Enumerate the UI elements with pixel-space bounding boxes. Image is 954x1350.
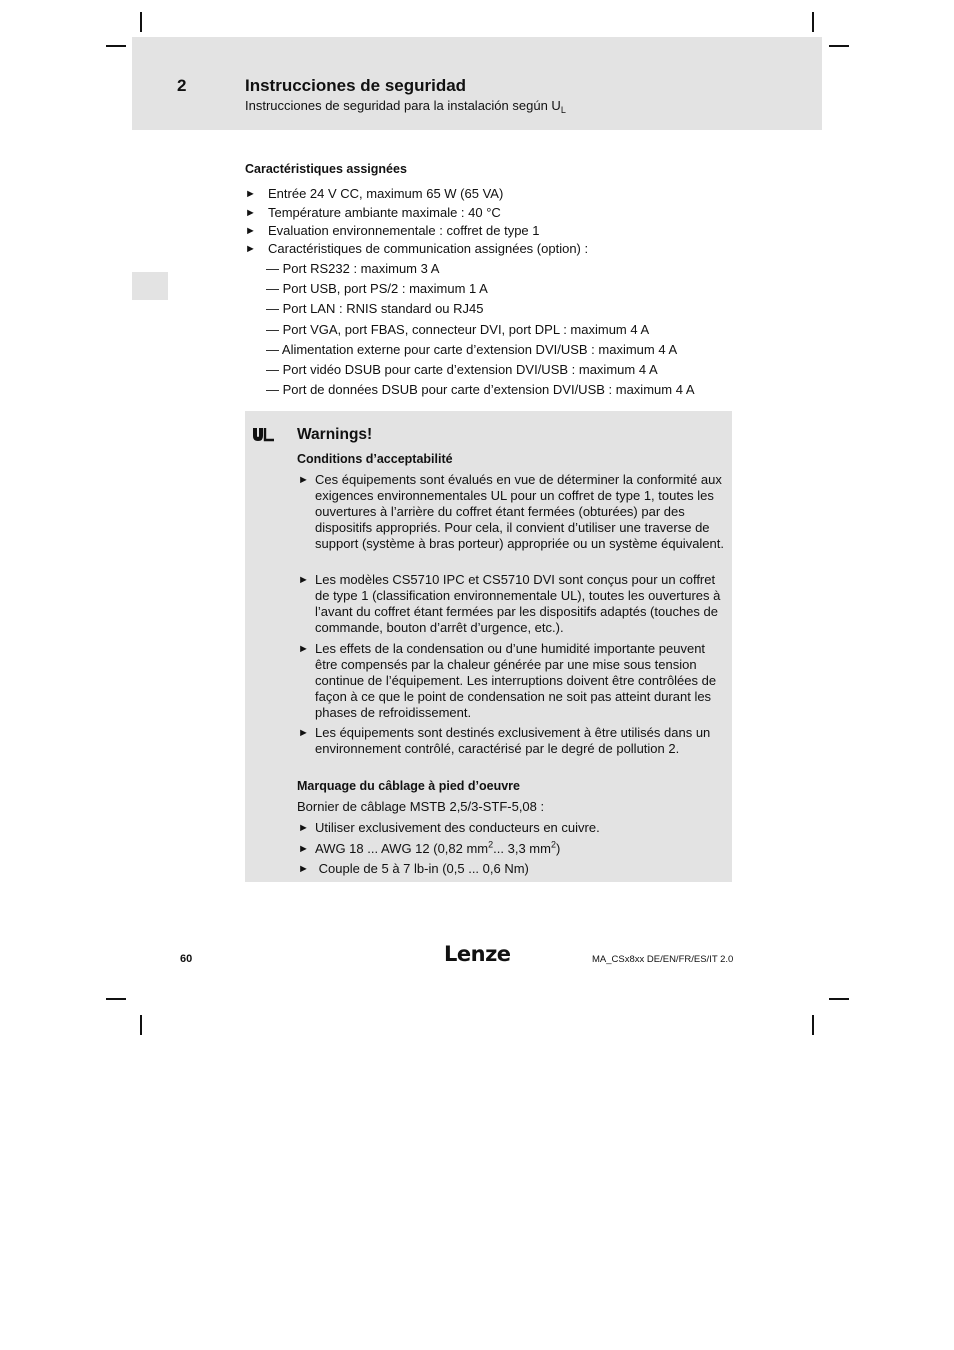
crop-mark	[829, 45, 849, 47]
port-item: — Port RS232 : maximum 3 A	[266, 261, 440, 276]
port-item-text: Port USB, port PS/2 : maximum 1 A	[282, 281, 488, 296]
list-item	[298, 572, 728, 636]
list-item-text: Evaluation environnementale : coffret de type 1	[268, 223, 540, 238]
list-item	[298, 641, 728, 721]
list-item-text: Ces équipements sont évalués en vue de déterminer la conformité aux exigences environnementales UL pour un coffret de type 1, toutes les ouvertures à l’arrière du coffret étant fermées (obturées) par des dispositifs appropriés. Pour cela, il convient d’utiliser une traverse de support (système à bras porteur) appropriée ou un système équivalent.	[315, 472, 724, 551]
bullet-arrow-icon: ►	[298, 643, 309, 655]
list-item-text: Les modèles CS5710 IPC et CS5710 DVI sont conçus pour un coffret de type 1 (classification environnementale UL), toutes les ouvertures à l’avant du coffret étant fermées par les dispositifs adaptés (touches de commande, bouton d’arrêt d’urgence, etc.).	[315, 572, 721, 635]
list-item-text: Caractéristiques de communication assignées (option) :	[268, 241, 589, 256]
list-item-text: Les effets de la condensation ou d’une humidité importante peuvent être compensés par la chaleur générée par une mise sous tension continue de l’équipement. Les interruptions doivent être contrôlées de façon à ce que le point de condensation ne soit pas atteint durant les phases de refroidissement.	[315, 641, 717, 720]
bullet-arrow-icon: ►	[298, 727, 309, 739]
bullet-arrow-icon: ►	[298, 843, 309, 855]
crop-mark	[106, 45, 126, 47]
superscript: 2	[488, 839, 494, 850]
list-item	[245, 223, 540, 240]
crop-mark	[812, 12, 814, 32]
crop-mark	[140, 12, 142, 32]
list-item	[298, 820, 728, 836]
chapter-subtitle	[245, 98, 566, 115]
list-item-text	[315, 841, 728, 857]
list-item	[298, 725, 728, 757]
port-item: — Port de données DSUB pour carte d’extension DVI/USB : maximum 4 A	[266, 382, 695, 397]
superscript: 2	[550, 839, 556, 850]
crop-mark	[812, 1015, 814, 1035]
bullet-arrow-icon: ►	[245, 188, 256, 200]
bullet-arrow-icon: ►	[298, 474, 309, 486]
bullet-arrow-icon: ►	[298, 863, 309, 875]
warnings-title: Warnings!	[297, 426, 373, 443]
bullet-arrow-icon: ►	[298, 574, 309, 586]
document-id: MA_CSx8xx DE/EN/FR/ES/IT 2.0	[592, 954, 734, 965]
port-item-text: Port RS232 : maximum 3 A	[282, 261, 440, 276]
list-item-text: Température ambiante maximale : 40 °C	[268, 205, 501, 220]
bullet-arrow-icon: ►	[245, 225, 256, 237]
port-item-text: Alimentation externe pour carte d’extension DVI/USB : maximum 4 A	[281, 342, 678, 357]
page-number: 60	[180, 953, 193, 965]
list-item-text: Utiliser exclusivement des conducteurs en cuivre.	[315, 820, 600, 835]
chapter-title: Instrucciones de seguridad	[245, 76, 467, 95]
subtitle-main: Instrucciones de seguridad para la instalación según U	[245, 98, 561, 113]
port-item-text: Port VGA, port FBAS, connecteur DVI, port DPL : maximum 4 A	[282, 322, 650, 337]
port-item: — Port VGA, port FBAS, connecteur DVI, port DPL : maximum 4 A	[266, 322, 650, 337]
list-item-text: Les équipements sont destinés exclusivement à être utilisés dans un environnement contrôlé, caractérisé par le degré de pollution 2.	[315, 725, 711, 756]
list-item	[245, 205, 501, 222]
ul-listing-icon	[252, 426, 276, 442]
chapter-header	[132, 37, 822, 130]
port-item: — Port vidéo DSUB pour carte d’extension DVI/USB : maximum 4 A	[266, 362, 658, 377]
wiring-heading: Marquage du câblage à pied d’oeuvre	[297, 779, 520, 793]
conditions-heading: Conditions d’acceptabilité	[297, 452, 453, 466]
crop-mark	[106, 998, 126, 1000]
crop-mark	[140, 1015, 142, 1035]
list-item	[298, 841, 728, 857]
list-item	[298, 472, 728, 552]
list-item	[245, 241, 588, 258]
lenze-logo: Lenze	[444, 942, 511, 966]
list-item-text: Couple de 5 à 7 lb-in (0,5 ... 0,6 Nm)	[315, 861, 529, 876]
bullet-arrow-icon: ►	[245, 243, 256, 255]
port-item-text: Port LAN : RNIS standard ou RJ45	[282, 301, 484, 316]
list-item	[245, 186, 503, 203]
side-tab-marker	[132, 272, 168, 300]
terminal-text: Bornier de câblage MSTB 2,5/3-STF-5,08 :	[297, 799, 545, 814]
port-item-text: Port de données DSUB pour carte d’extension DVI/USB : maximum 4 A	[282, 382, 695, 397]
ratings-heading: Caractéristiques assignées	[245, 162, 407, 176]
port-item: — Port LAN : RNIS standard ou RJ45	[266, 301, 484, 316]
awg-text: ... 3,3 mm	[493, 841, 551, 856]
port-item-text: Port vidéo DSUB pour carte d’extension DVI/USB : maximum 4 A	[282, 362, 658, 377]
crop-mark	[829, 998, 849, 1000]
bullet-arrow-icon: ►	[245, 207, 256, 219]
chapter-number: 2	[177, 76, 187, 95]
port-item: — Port USB, port PS/2 : maximum 1 A	[266, 281, 488, 296]
awg-text: AWG 18 ... AWG 12 (0,82 mm	[315, 841, 489, 856]
bullet-arrow-icon: ►	[298, 822, 309, 834]
list-item	[298, 861, 728, 877]
awg-text: )	[555, 841, 561, 856]
subtitle-subscript: L	[560, 105, 566, 115]
port-item: — Alimentation externe pour carte d’extension DVI/USB : maximum 4 A	[266, 342, 678, 357]
list-item-text: Entrée 24 V CC, maximum 65 W (65 VA)	[268, 186, 504, 201]
